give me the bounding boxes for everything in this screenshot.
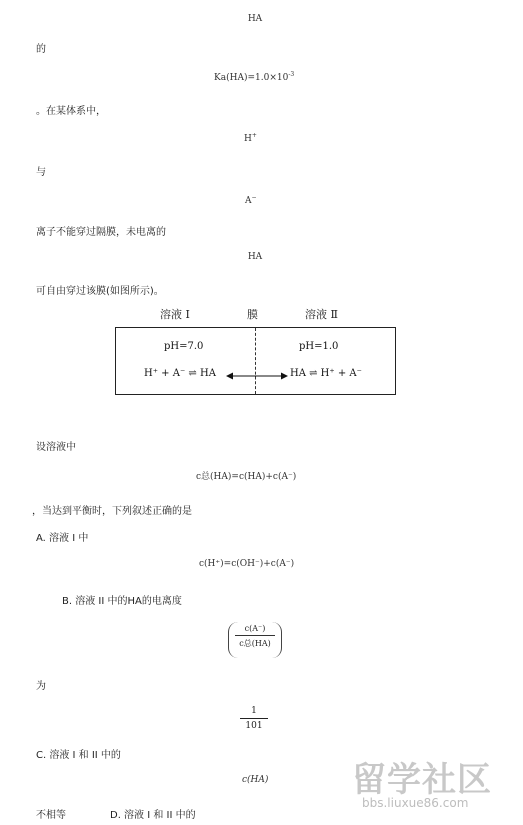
right-ph: pH=1.0 [299, 341, 339, 352]
option-d-label: D. 溶液 I 和 II 中的 [110, 810, 196, 821]
text-de: 的 [36, 44, 46, 55]
formula-option-a: c(H⁺)=c(OH⁻)+c(A⁻) [199, 559, 295, 569]
formula-c-ha: c(HA) [242, 775, 269, 785]
formula-ha-2: HA [247, 252, 263, 262]
formula-h-plus: H+ [244, 132, 257, 144]
left-equilibrium: H⁺ + A⁻ ⇌ HA [144, 368, 216, 379]
watermark-logo: 留学社区 [352, 760, 492, 800]
formula-c-total: c总(HA)=c(HA)+c(A⁻) [196, 472, 297, 482]
membrane-diagram [115, 303, 396, 395]
header-solution-2: 溶液 Ⅱ [305, 308, 338, 321]
diagram-box [115, 327, 396, 395]
header-solution-1: 溶液 Ⅰ [160, 308, 190, 321]
text-ions-cannot-pass: 离子不能穿过隔膜，未电离的 [36, 227, 166, 238]
text-not-equal: 不相等 [36, 810, 66, 821]
left-ph: pH=7.0 [164, 341, 204, 352]
membrane-line [255, 328, 256, 394]
right-equilibrium: HA ⇌ H⁺ + A⁻ [290, 368, 362, 379]
text-equilibrium-question: ，当达到平衡时，下列叙述正确的是 [32, 506, 192, 517]
text-let-solution: 设溶液中 [36, 442, 76, 453]
formula-ha-1: HA [247, 14, 263, 24]
formula-ka: $Ka(HA)=1.0\times 10^{-3}$ [214, 71, 295, 83]
text-in-system: 。在某体系中， [36, 106, 106, 117]
fraction-1-over-101: 1 101 [236, 706, 272, 731]
double-arrow-icon [226, 371, 288, 381]
option-b-label: B. 溶液 II 中的HA的电离度 [62, 596, 182, 607]
text-wei: 为 [36, 681, 46, 692]
text-can-pass-membrane: 可自由穿过该膜(如图所示)。 [36, 286, 164, 297]
text-yu: 与 [36, 167, 46, 178]
ionization-fraction: c(A⁻) c总(HA) [228, 622, 282, 658]
watermark-url: bbs.liuxue86.com [362, 796, 469, 810]
option-a-label: A. 溶液 I 中 [36, 533, 89, 544]
formula-a-minus: A− [245, 194, 257, 206]
option-c-label: C. 溶液 I 和 II 中的 [36, 750, 121, 761]
header-membrane: 膜 [247, 308, 258, 321]
